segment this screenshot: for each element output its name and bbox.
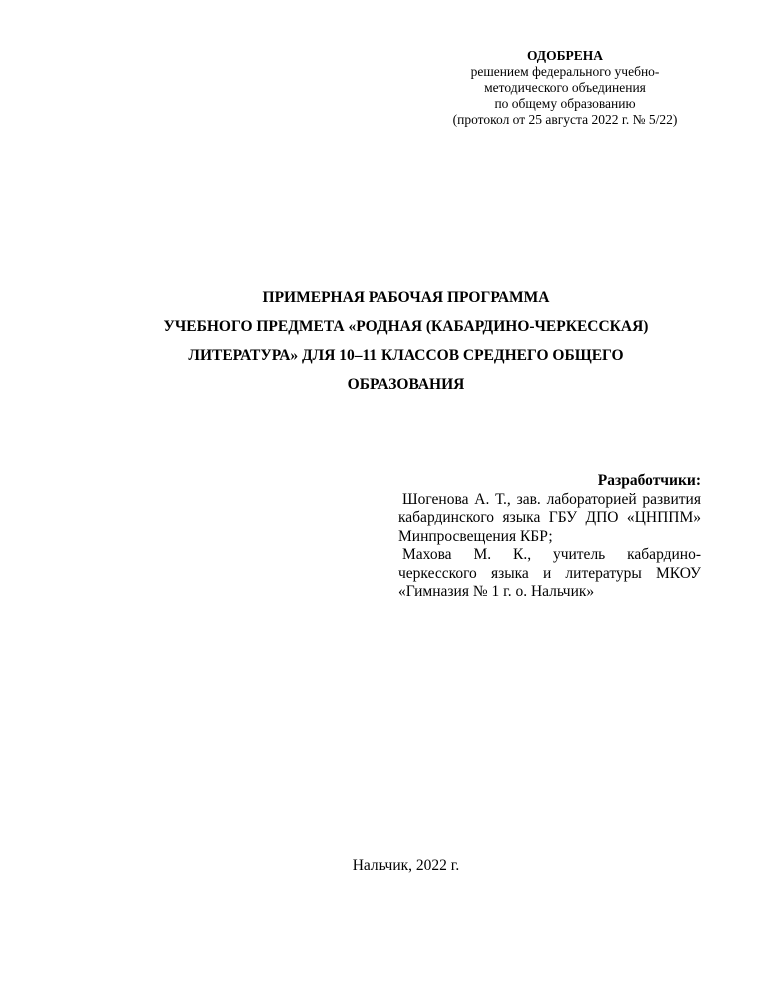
approval-protocol: (протокол от 25 августа 2022 г. № 5/22)	[452, 112, 678, 127]
developer-entry: Шогенова А. Т., зав. лабораторией развития кабардинского языка ГБУ ДПО «ЦНППМ» Минпросвещения КБР;	[398, 490, 701, 545]
approval-line: решением федерального учебно-	[470, 64, 660, 79]
approval-line: методического объединения	[484, 80, 646, 95]
developers-block	[398, 472, 701, 602]
title-line: ОБРАЗОВАНИЯ	[347, 376, 465, 393]
title-line: УЧЕБНОГО ПРЕДМЕТА «РОДНАЯ (КАБАРДИНО-ЧЕРКЕССКАЯ)	[163, 318, 649, 335]
approval-line: по общему образованию	[494, 96, 636, 111]
approval-stamp	[420, 48, 710, 128]
title-line: ПРИМЕРНАЯ РАБОЧАЯ ПРОГРАММА	[262, 289, 550, 306]
approval-title: ОДОБРЕНА	[526, 48, 604, 63]
developer-entry: Махова М. К., учитель кабардино-черкесского языка и литературы МКОУ «Гимназия № 1 г. о. Нальчик»	[398, 546, 701, 600]
developers-heading: Разработчики:	[597, 472, 701, 489]
document-title	[100, 283, 712, 399]
city-year: Нальчик, 2022 г.	[352, 857, 460, 874]
title-line: ЛИТЕРАТУРА» ДЛЯ 10–11 КЛАССОВ СРЕДНЕГО ОБЩЕГО	[188, 347, 624, 364]
